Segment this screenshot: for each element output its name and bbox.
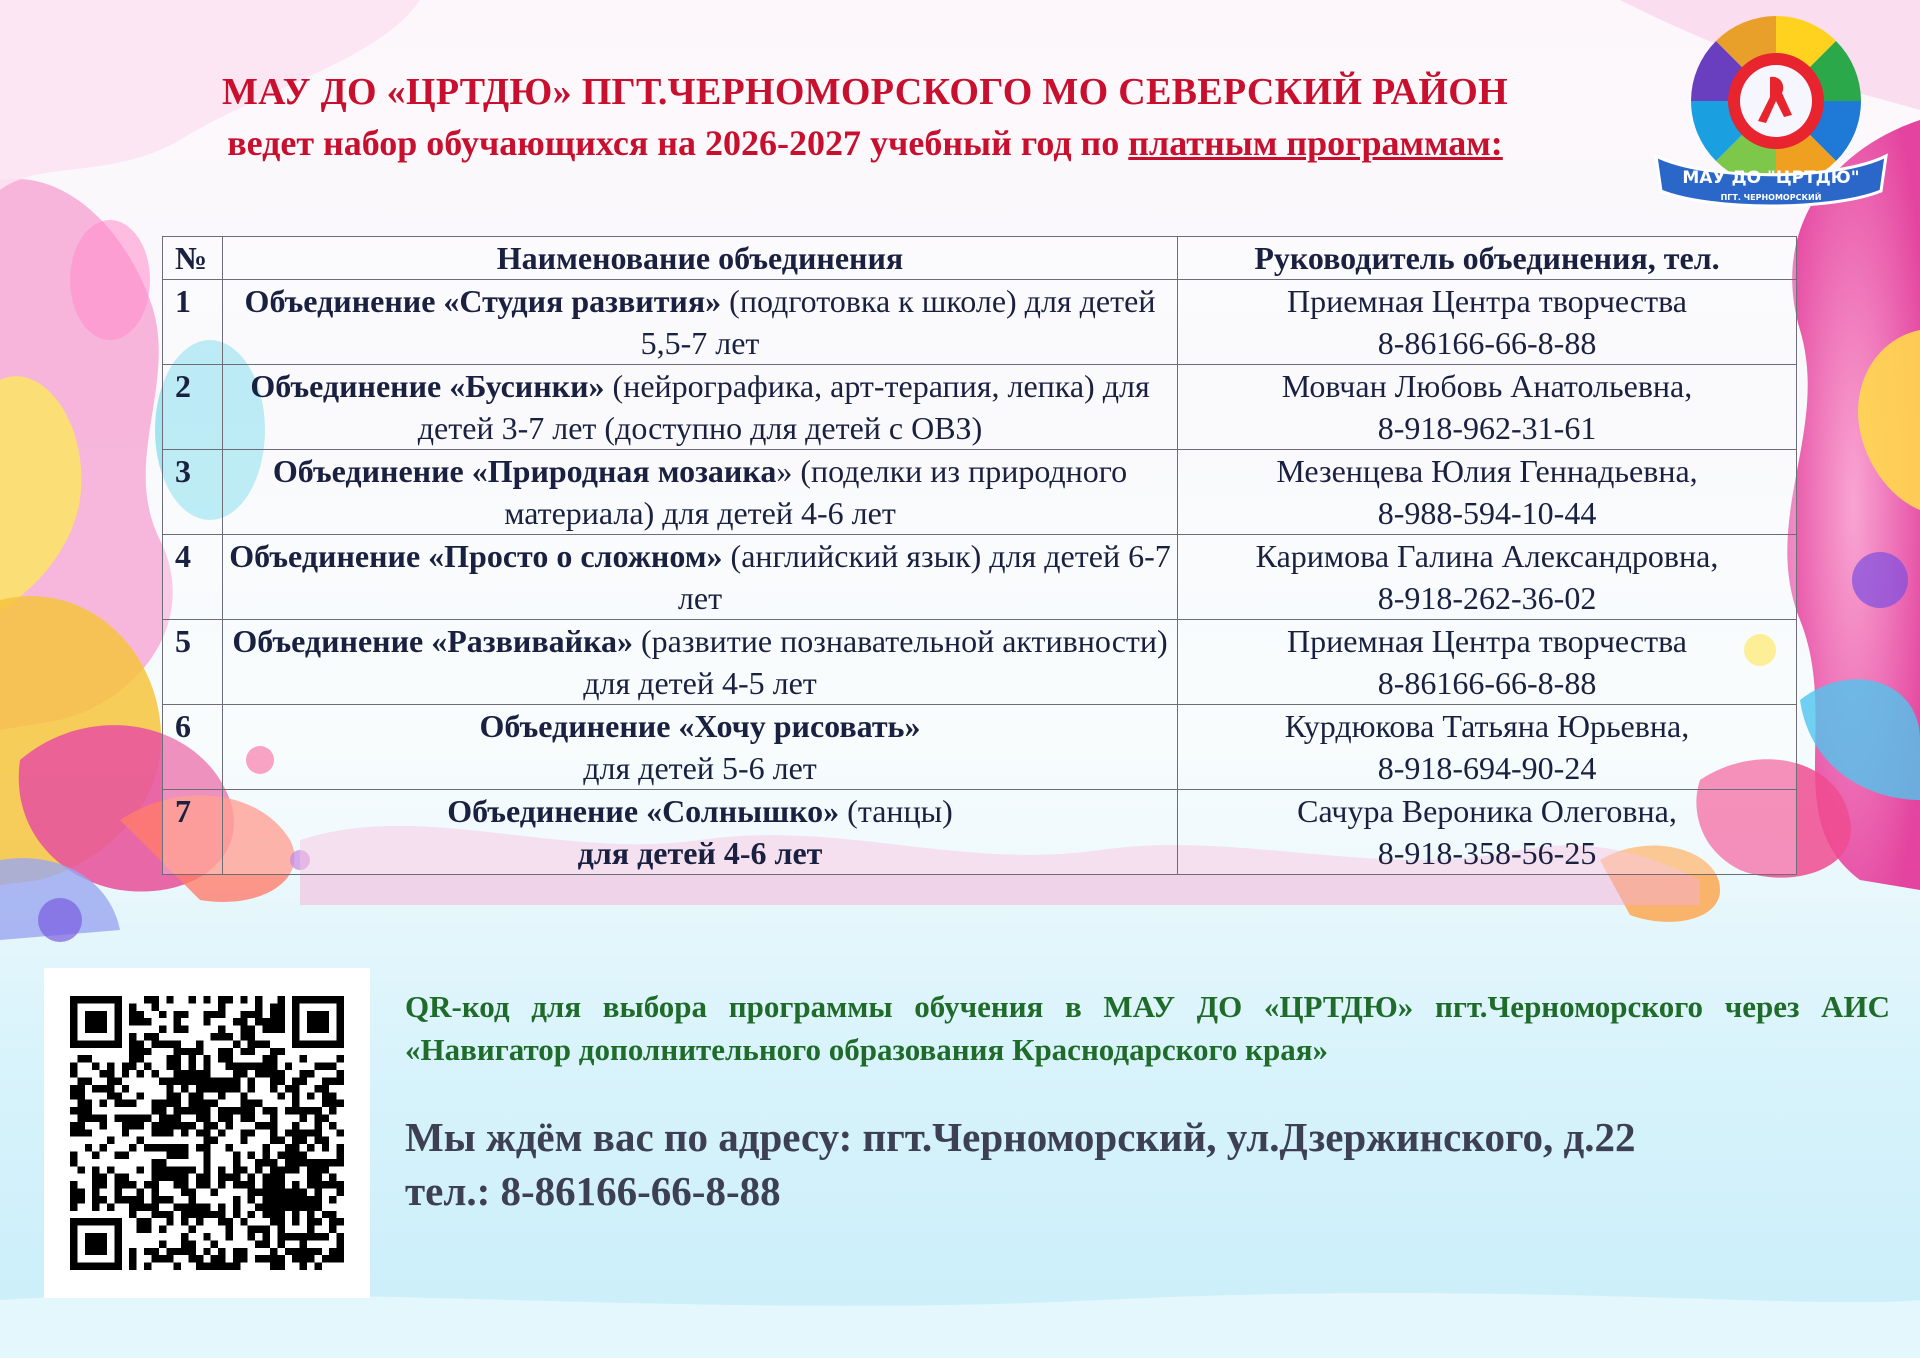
programs-table — [162, 236, 1797, 875]
row-number: 1 — [163, 280, 223, 365]
program-name-cell — [223, 280, 1178, 365]
table-header-row — [163, 237, 1797, 280]
table-row — [163, 535, 1797, 620]
leader-name: Каримова Галина Александровна, — [1255, 538, 1719, 574]
program-details: (подготовка к школе) для детей 5,5-7 лет — [640, 283, 1156, 361]
program-details: (танцы) — [839, 793, 953, 829]
leader-contact-cell — [1178, 280, 1797, 365]
program-name-cell — [223, 450, 1178, 535]
program-name-cell — [223, 535, 1178, 620]
leader-name: Мовчан Любовь Анатольевна, — [1281, 368, 1693, 404]
logo-text: МАУ ДО "ЦРТДЮ" — [1682, 168, 1860, 188]
enrollment-subtitle-text: ведет набор обучающихся на 2026-2027 учебный год по — [227, 123, 1129, 163]
leader-phone: 8-86166-66-8-88 — [1377, 665, 1597, 701]
qr-code-panel[interactable] — [44, 968, 370, 1298]
address-block — [405, 1110, 1895, 1218]
leader-phone: 8-918-262-36-02 — [1377, 580, 1597, 616]
program-title: Объединение «Развивайка» — [232, 623, 634, 659]
leader-contact-cell — [1178, 535, 1797, 620]
enrollment-subtitle — [135, 122, 1595, 164]
leader-phone: 8-918-962-31-61 — [1377, 410, 1597, 446]
row-number: 2 — [163, 365, 223, 450]
program-name-cell — [223, 790, 1178, 875]
program-details: (нейрографика, арт-терапия, лепка) для детей 3-7 лет (доступно для детей с ОВЗ) — [417, 368, 1150, 446]
leader-contact-cell — [1178, 620, 1797, 705]
table-row — [163, 790, 1797, 875]
leader-phone: 8-918-358-56-25 — [1377, 835, 1597, 871]
leader-name: Мезенцева Юлия Геннадьевна, — [1276, 453, 1698, 489]
program-details: (развитие познавательной активности) для детей 4-5 лет — [583, 623, 1168, 701]
leader-name: Сачура Вероника Олеговна, — [1297, 793, 1677, 829]
program-age: для детей 4-6 лет — [577, 835, 823, 871]
table-row — [163, 365, 1797, 450]
logo-subtext: ПГТ. ЧЕРНОМОРСКИЙ — [1720, 193, 1822, 202]
leader-contact-cell — [1178, 450, 1797, 535]
program-name-cell — [223, 365, 1178, 450]
leader-phone: 8-988-594-10-44 — [1377, 495, 1597, 531]
program-name-cell — [223, 620, 1178, 705]
program-title: Объединение «Просто о сложном» — [229, 538, 723, 574]
program-title: Объединение «Природная мозаика — [272, 453, 777, 489]
program-details: (английский язык) для детей 6-7 лет — [677, 538, 1171, 616]
leader-name: Курдюкова Татьяна Юрьевна, — [1284, 708, 1690, 744]
address-line: Мы ждём вас по адресу: пгт.Черноморский, ул.Дзержинского, д.22 — [405, 1114, 1636, 1160]
row-number: 6 — [163, 705, 223, 790]
phone-line: тел.: 8-86166-66-8-88 — [405, 1168, 781, 1214]
table-row — [163, 450, 1797, 535]
column-header-leader-contact: Руководитель объединения, тел. — [1178, 237, 1797, 280]
program-title: Объединение «Солнышко» — [447, 793, 840, 829]
row-number: 7 — [163, 790, 223, 875]
row-number: 3 — [163, 450, 223, 535]
row-number: 4 — [163, 535, 223, 620]
leader-name: Приемная Центра творчества — [1287, 283, 1687, 319]
table-row — [163, 620, 1797, 705]
programs-table-container — [162, 236, 1796, 876]
leader-contact-cell — [1178, 365, 1797, 450]
qr-caption: QR-код для выбора программы обучения в МАУ ДО «ЦРТДЮ» пгт.Черноморского через АИС «Навигатор дополнительного образования Краснодарского края» — [405, 989, 1890, 1067]
table-row — [163, 705, 1797, 790]
paid-programs-underlined: платным программам: — [1128, 123, 1503, 163]
leader-phone: 8-86166-66-8-88 — [1377, 325, 1597, 361]
organization-logo — [1646, 6, 1896, 226]
qr-code-icon — [70, 994, 344, 1272]
program-title: Объединение «Бусинки» — [250, 368, 605, 404]
leader-name: Приемная Центра творчества — [1287, 623, 1687, 659]
program-details: для детей 5-6 лет — [583, 750, 817, 786]
leader-contact-cell — [1178, 790, 1797, 875]
table-row — [163, 280, 1797, 365]
program-name-cell — [223, 705, 1178, 790]
program-details: » (поделки из природного материала) для детей 4-6 лет — [504, 453, 1128, 531]
row-number: 5 — [163, 620, 223, 705]
program-title: Объединение «Студия развития» — [244, 283, 722, 319]
organization-title: МАУ ДО «ЦРТДЮ» ПГТ.ЧЕРНОМОРСКОГО МО СЕВЕРСКИЙ РАЙОН — [222, 71, 1508, 113]
leader-phone: 8-918-694-90-24 — [1377, 750, 1597, 786]
leader-contact-cell — [1178, 705, 1797, 790]
column-header-number: № — [163, 237, 223, 280]
program-title: Объединение «Хочу рисовать» — [479, 708, 921, 744]
column-header-program-name: Наименование объединения — [223, 237, 1178, 280]
